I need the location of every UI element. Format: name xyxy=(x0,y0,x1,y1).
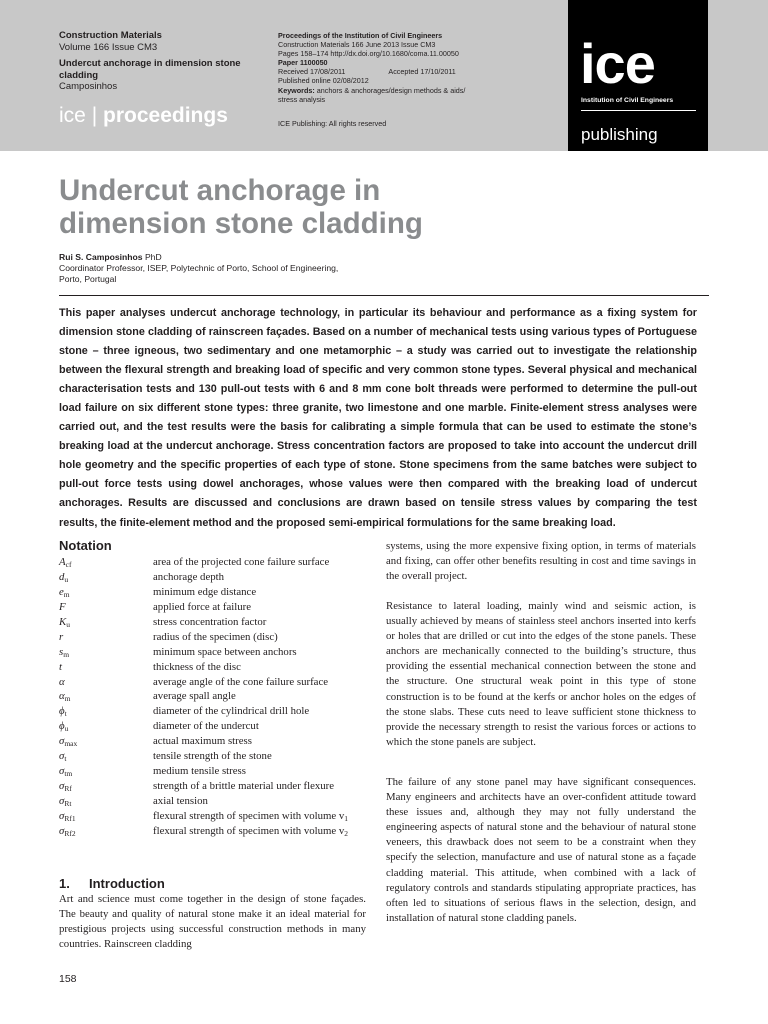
keywords xyxy=(278,86,568,95)
notation-row xyxy=(59,555,379,570)
notation-description: average angle of the cone failure surface xyxy=(153,675,329,688)
author-degree: PhD xyxy=(144,252,162,262)
notation-description: minimum space between anchors xyxy=(153,645,297,658)
notation-symbol: $\sigma_{Rf}$ xyxy=(59,780,72,794)
notation-row xyxy=(59,734,379,749)
body-paragraph-2: Resistance to lateral loading, mainly wind and seismic action, is usually achieved by means of stainless steel anchors inserted into kerfs or holes that are drilled or cut into the edges of the stone panels. These anchors are mechanically connected to the building’s structure, thus providing the essential mechanical connection between the stone and the structure. One structural weak point in this type of stone construction is to be found at the kerfs or anchor holes on the edges of the stone slabs. These cuts need to leave sufficient stone thickness to provide the necessary strength to resist the various forces or actions to which the stone panels are subject. xyxy=(386,600,696,748)
author-affiliation-2: Porto, Portugal xyxy=(59,274,117,285)
notation-description: thickness of the disc xyxy=(153,660,241,673)
rights-statement: ICE Publishing: All rights reserved xyxy=(278,119,387,128)
author-line xyxy=(59,252,338,263)
notation-symbol: $\phi_u$ xyxy=(59,720,69,734)
notation-list xyxy=(59,555,379,839)
notation-row xyxy=(59,704,379,719)
notation-description: average spall angle xyxy=(153,690,236,703)
ice-proceedings-brand xyxy=(59,104,228,128)
body-paragraph-3: The failure of any stone panel may have significant consequences. Many engineers and architects have an over-confident attitude toward these issues and, although they may not fully understand the engineering aspects of natural stone and the behaviour of natural stone veneers, this drawback does not seem to be a constraint when they specify the selection, manufacture and use of natural stone as a façade cladding material. This attitude, when combined with a lack of regulatory controls and standards stipulating appropriate practices, has often led to situations of serious flaws in the selection, design, and installation of natural stone cladding panels. xyxy=(386,776,696,924)
notation-row xyxy=(59,749,379,764)
keywords-values: anchors & anchorages/design methods & aids/ xyxy=(316,85,466,95)
notation-heading: Notation xyxy=(59,538,112,553)
journal-name: Construction Materials xyxy=(59,30,162,41)
notation-description: medium tensile stress xyxy=(153,765,246,778)
notation-row xyxy=(59,719,379,734)
notation-row xyxy=(59,630,379,645)
ice-publishing-text: publishing xyxy=(581,125,658,144)
intro-paragraph: Art and science must come together in the design of stone façades. The beauty and quality of natural stone make it an ideal material for prestigious projects using successful construction methods in many countries. Rainscreen cladding xyxy=(59,893,366,950)
notation-row xyxy=(59,675,379,690)
notation-description: strength of a brittle material under flexure xyxy=(153,780,335,793)
notation-description: diameter of the undercut xyxy=(153,720,259,733)
notation-symbol: $d_u$ xyxy=(59,570,69,584)
notation-symbol: $K_u$ xyxy=(59,615,70,629)
notation-row xyxy=(59,570,379,585)
ice-publishing-logo xyxy=(568,0,708,151)
running-author: Camposinhos xyxy=(59,81,118,93)
body-paragraph-1: systems, using the more expensive fixing option, in terms of materials and fixing, can offer other benefits resulting in cost and time savings in the overall project. xyxy=(386,540,696,583)
notation-description: anchorage depth xyxy=(153,570,225,583)
notation-description: axial tension xyxy=(153,795,208,807)
article-title xyxy=(59,174,423,240)
notation-row xyxy=(59,809,379,824)
notation-row xyxy=(59,779,379,794)
notation-row xyxy=(59,824,379,839)
notation-description: tensile strength of the stone xyxy=(153,750,272,763)
brand-ice: ice xyxy=(59,104,86,127)
author-name: Rui S. Camposinhos xyxy=(59,252,143,262)
keywords-values-cont: stress analysis xyxy=(278,94,326,104)
dates-line xyxy=(278,67,568,76)
notation-description: applied force at failure xyxy=(153,600,252,613)
logo-divider xyxy=(581,110,696,111)
notation-row xyxy=(59,585,379,600)
ice-institution-name: Institution of Civil Engineers xyxy=(581,97,674,104)
notation-symbol: $A_{cf}$ xyxy=(59,556,72,569)
notation-description: flexural strength of specimen with volume $v_1$ xyxy=(153,809,349,823)
paper-number: Paper 1100050 xyxy=(278,58,328,68)
section-heading-introduction xyxy=(59,876,165,891)
notation-row xyxy=(59,794,379,809)
notation-symbol: $\sigma_t$ xyxy=(59,750,67,764)
citation-line: Construction Materials 166 June 2013 Issue CM3 xyxy=(278,40,436,50)
notation-description: radius of the specimen (disc) xyxy=(153,630,278,643)
ice-logo-text: ice xyxy=(580,32,655,95)
author-block xyxy=(59,252,338,286)
section-title: Introduction xyxy=(89,876,165,891)
accepted-date: Accepted 17/10/2011 xyxy=(388,67,456,77)
notation-description: diameter of the cylindrical drill hole xyxy=(153,705,310,718)
notation-symbol: t xyxy=(59,660,62,673)
notation-description: minimum edge distance xyxy=(153,585,257,598)
notation-description: stress concentration factor xyxy=(153,615,267,628)
section-number: 1. xyxy=(59,876,70,891)
notation-symbol: $\phi_t$ xyxy=(59,705,67,719)
running-title: Undercut anchorage in dimension stone cladding xyxy=(59,58,241,81)
page-number: 158 xyxy=(59,973,77,985)
title-line-2: dimension stone cladding xyxy=(59,207,423,240)
notation-symbol: F xyxy=(59,600,66,613)
notation-row xyxy=(59,689,379,704)
published-date: Published online 02/08/2012 xyxy=(278,76,369,86)
author-affiliation-1: Coordinator Professor, ISEP, Polytechnic of Porto, School of Engineering, xyxy=(59,263,339,274)
pages-doi: Pages 158–174 http://dx.doi.org/10.1680/coma.11.00050 xyxy=(278,49,459,59)
notation-symbol: $\sigma_{tm}$ xyxy=(59,765,73,779)
brand-separator: | xyxy=(91,104,98,127)
notation-symbol: $s_m$ xyxy=(59,645,70,659)
notation-description: area of the projected cone failure surface xyxy=(153,556,330,568)
notation-symbol: α xyxy=(59,675,65,688)
notation-row xyxy=(59,600,379,615)
notation-symbol: $\sigma_{Rt}$ xyxy=(59,795,72,808)
title-line-1: Undercut anchorage in xyxy=(59,174,381,207)
journal-volume: Volume 166 Issue CM3 xyxy=(59,41,158,53)
notation-symbol: $\sigma_{Rf1}$ xyxy=(59,809,76,823)
received-date: Received 17/08/2011 xyxy=(278,67,346,77)
divider-rule xyxy=(59,295,709,296)
notation-row xyxy=(59,645,379,660)
notation-row xyxy=(59,615,379,630)
keywords-label: Keywords: xyxy=(278,85,315,95)
notation-symbol: $\sigma_{Rf2}$ xyxy=(59,824,76,838)
abstract: This paper analyses undercut anchorage technology, in particular its behaviour and performance as a fixing system for dimension stone cladding of rainscreen façades. Based on a number of mechanical tests using various types of Portuguese stone – three igneous, two sedimentary and one metamorphic – a study was carried out to investigate the relationship between the flexural strength and breaking load of specific and very common stone types. Several physical and mechanical characterisation tests and 130 pull-out tests with 6 and 8 mm cone bolt threads were performed to determine the pull-out load failure on six different stone types: three granite, two limestone and one marble. Finite-element stress analyses were carried out, and the test results were the basis for calibrating a simple formula that can be used to estimate the stone’s breaking load at the undercut anchorage. Stress concentration factors are proposed to take into account the undercut drill hole geometry and the specific properties of each type of stone. Stone specimens from the same batches were subject to pull-out force tests using dowel anchorages, whose values were then compared with the breaking load of undercut anchorages. Results are discussed and conclusions are drawn based on tensile stress values by comparing the test results, the finite-element method and the proposed semi-empirical formulations for the same breaking load. xyxy=(59,307,697,529)
notation-row xyxy=(59,660,379,675)
publication-details xyxy=(278,31,568,128)
notation-row xyxy=(59,764,379,779)
notation-symbol: $\sigma_{max}$ xyxy=(59,735,78,749)
brand-proceedings: proceedings xyxy=(103,104,228,127)
notation-description: flexural strength of specimen with volume $v_2$ xyxy=(153,824,349,838)
notation-symbol: $\alpha_m$ xyxy=(59,690,71,704)
notation-symbol: r xyxy=(59,630,64,643)
notation-symbol: $e_m$ xyxy=(59,585,70,599)
notation-description: actual maximum stress xyxy=(153,735,252,748)
journal-info xyxy=(59,30,264,93)
proceedings-title: Proceedings of the Institution of Civil Engineers xyxy=(278,31,443,40)
